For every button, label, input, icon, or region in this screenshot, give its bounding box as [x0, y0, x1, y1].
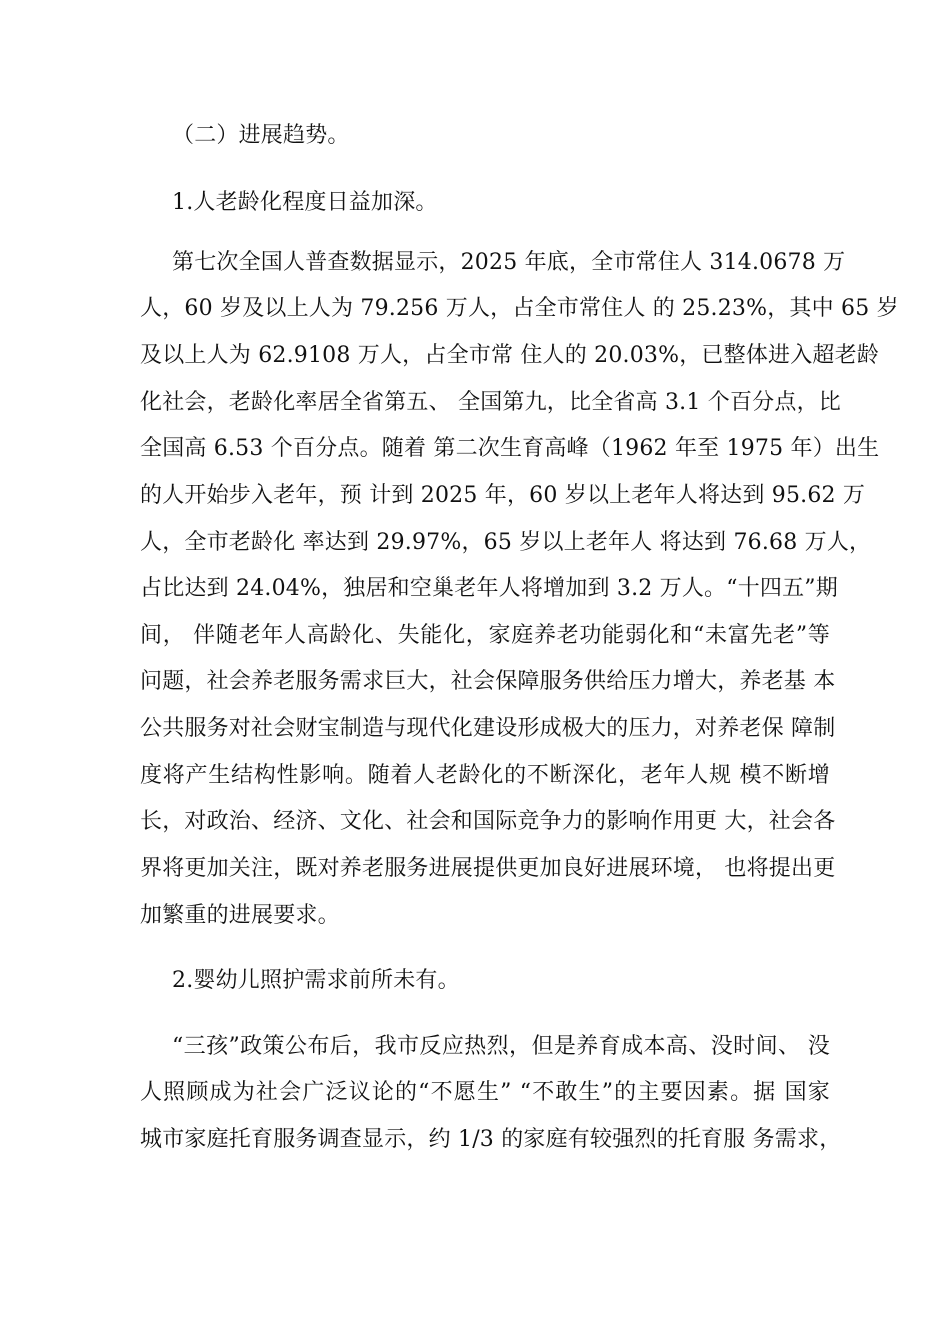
paragraph-line: 城市家庭托育服务调查显示，约 1/3 的家庭有较强烈的托育服 务需求，: [140, 1127, 842, 1152]
section2-title: 2.婴幼儿照护需求前所未有。: [172, 968, 460, 993]
paragraph-line: 长，对政治、经济、文化、社会和国际竞争力的影响作用更 大，社会各: [140, 809, 836, 834]
paragraph-line: 全国高 6.53 个百分点。随着 第二次生育高峰（1962 年至 1975 年）出生: [140, 436, 880, 461]
paragraph-line: “三孩”政策公布后，我市反应热烈，但是养育成本高、没时间、 没: [172, 1034, 830, 1059]
paragraph-line: 公共服务对社会财宝制造与现代化建设形成极大的压力，对养老保 障制: [140, 716, 836, 741]
paragraph-line: 加繁重的进展要求。: [140, 903, 340, 928]
paragraph-line: 间， 伴随老年人高龄化、失能化，家庭养老功能弱化和“未富先老”等: [140, 623, 830, 648]
paragraph-line: 人，60 岁及以上人为 79.256 万人，占全市常住人 的 25.23%，其中 65 岁: [140, 296, 899, 321]
paragraph-line: 人，全市老龄化 率达到 29.97%，65 岁以上老年人 将达到 76.68 万人，: [140, 530, 872, 555]
paragraph-line: 度将产生结构性影响。随着人老龄化的不断深化，老年人规 模不断增: [140, 763, 830, 788]
paragraph-line: 占比达到 24.04%，独居和空巢老年人将增加到 3.2 万人。“十四五”期: [140, 576, 838, 601]
paragraph-line: 第七次全国人普查数据显示，2025 年底，全市常住人 314.0678 万: [172, 250, 846, 275]
paragraph-line: 人照顾成为社会广泛议论的“不愿生” “不敢生”的主要因素。据 国家: [140, 1080, 830, 1105]
paragraph-line: 界将更加关注，既对养老服务进展提供更加良好进展环境， 也将提出更: [140, 856, 836, 881]
paragraph-line: 及以上人为 62.9108 万人，占全市常 住人的 20.03%，已整体进入超老龄: [140, 343, 880, 368]
paragraph-line: 化社会，老龄化率居全省第五、 全国第九，比全省高 3.1 个百分点，比: [140, 390, 841, 415]
section1-title: 1.人老龄化程度日益加深。: [172, 190, 438, 215]
paragraph-line: 的人开始步入老年，预 计到 2025 年，60 岁以上老年人将达到 95.62 万: [140, 483, 866, 508]
paragraph-line: 问题，社会养老服务需求巨大，社会保障服务供给压力增大，养老基 本: [140, 669, 836, 694]
section-heading-progress: （二）进展趋势。: [172, 123, 350, 148]
